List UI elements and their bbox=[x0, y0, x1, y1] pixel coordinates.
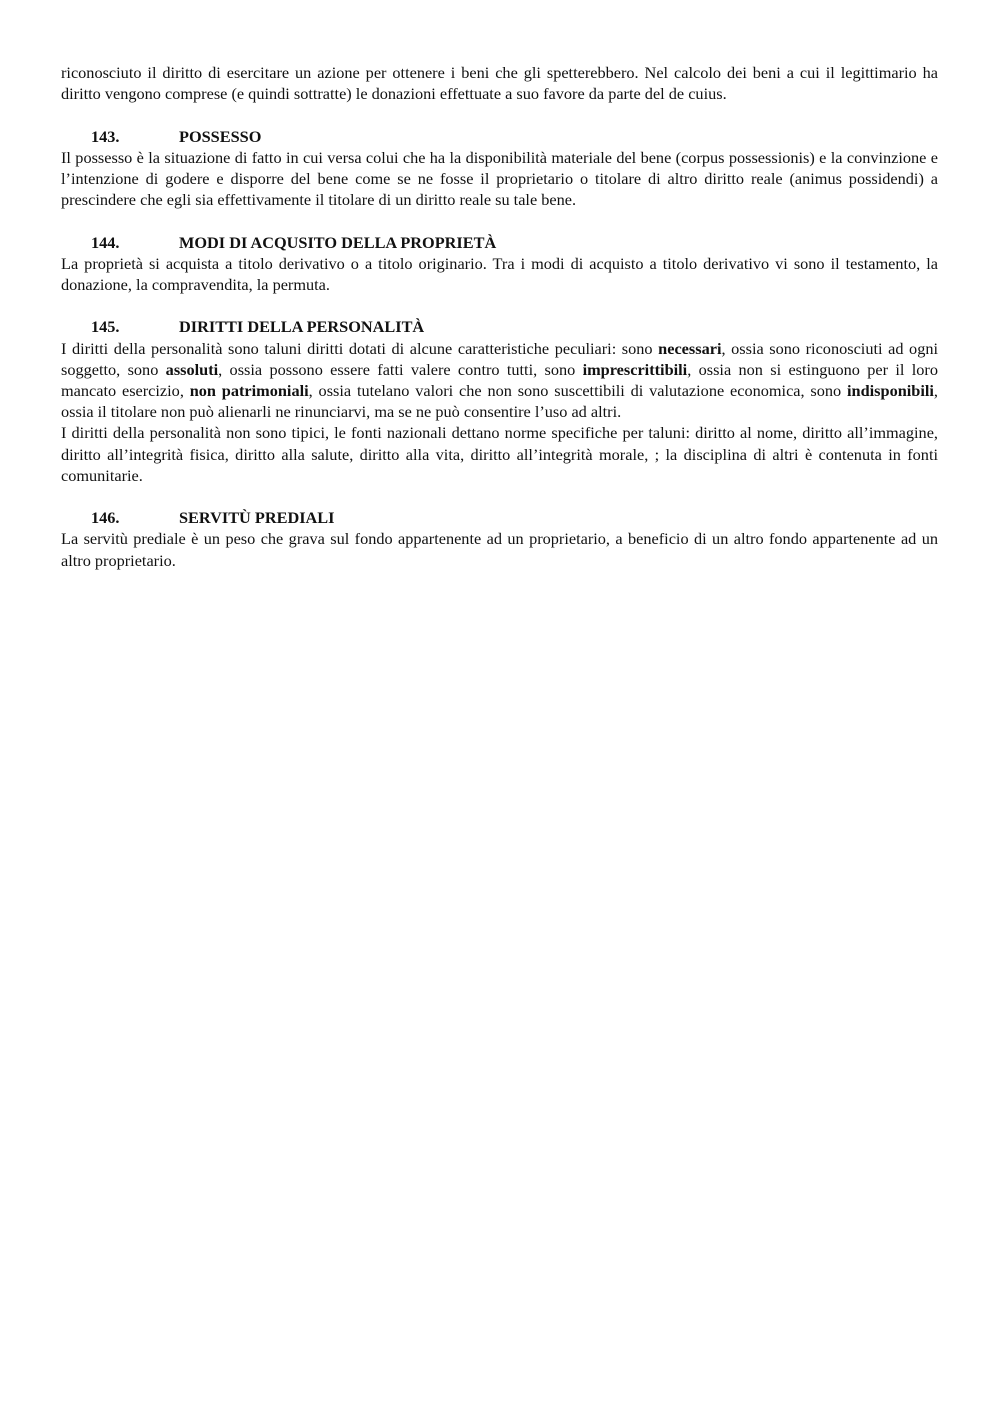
section-title: SERVITÙ PREDIALI bbox=[179, 508, 335, 528]
section-heading bbox=[61, 316, 938, 337]
bold-term: imprescrittibili bbox=[582, 359, 688, 379]
section-143 bbox=[61, 126, 938, 211]
section-146 bbox=[61, 507, 938, 571]
section-paragraph: La servitù prediale è un peso che grava sul fondo appartenente ad un proprietario, a beneficio di un altro fondo appartenente ad un altro proprietario. bbox=[61, 529, 938, 570]
section-paragraph bbox=[61, 338, 938, 423]
bold-term: necessari bbox=[658, 338, 722, 358]
section-heading bbox=[61, 507, 938, 528]
section-title: MODI DI ACQUSITO DELLA PROPRIETÀ bbox=[179, 232, 497, 252]
section-144 bbox=[61, 232, 938, 296]
section-number: 144. bbox=[91, 232, 120, 252]
section-paragraph: Il possesso è la situazione di fatto in cui versa colui che ha la disponibilità materiale del bene (corpus possessionis) e la convinzione e l’intenzione di godere e disporre del bene come se ne fosse il proprietario o titolare di altro diritto reale (animus possidendi) a prescindere che egli sia effettivamente il titolare di un diritto reale su tale bene. bbox=[61, 147, 938, 210]
section-title: POSSESSO bbox=[179, 126, 262, 146]
section-number: 143. bbox=[91, 126, 120, 146]
text-run: , ossia il titolare non può alienarli ne rinunciarvi, ma se ne può consentire l’uso ad altri. bbox=[61, 381, 938, 422]
text-run: , ossia possono essere fatti valere contro tutti, sono bbox=[218, 359, 583, 379]
text-run: , ossia sono riconosciuti ad ogni soggetto, sono bbox=[61, 338, 939, 379]
section-145 bbox=[61, 316, 938, 486]
bold-term: non patrimoniali bbox=[189, 381, 309, 400]
section-title: DIRITTI DELLA PERSONALITÀ bbox=[179, 317, 425, 337]
text-run: , ossia non si estinguono per il loro mancato esercizio, bbox=[61, 359, 938, 400]
section-heading bbox=[61, 126, 938, 147]
section-heading bbox=[61, 232, 938, 253]
section-number: 145. bbox=[91, 317, 120, 337]
bold-term: indisponibili bbox=[847, 381, 934, 400]
text-run: , ossia tutelano valori che non sono suscettibili di valutazione economica, sono bbox=[308, 381, 848, 400]
section-paragraph: I diritti della personalità non sono tipici, le fonti nazionali dettano norme specifiche per taluni: diritto al nome, diritto all’immagine, diritto all’integrità fisica, diritto alla salute, diritto alla vita, diritto all’integrità morale, ; la disciplina di altri è contenuta in fonti comunitarie. bbox=[61, 423, 938, 485]
text-run: I diritti della personalità sono taluni diritti dotati di alcune caratteristiche peculiari: sono bbox=[61, 338, 659, 358]
section-paragraph: La proprietà si acquista a titolo derivativo o a titolo originario. Tra i modi di acquisto a titolo derivativo vi sono il testamento, la donazione, la compravendita, la permuta. bbox=[61, 253, 938, 294]
section-number: 146. bbox=[91, 508, 120, 528]
bold-term: assoluti bbox=[165, 359, 219, 379]
intro-paragraph: riconosciuto il diritto di esercitare un azione per ottenere i beni che gli spetterebbero. Nel calcolo dei beni a cui il legittimario ha diritto vengono comprese (e quindi sottratte) le donazioni effettuate a suo favore da parte del de cuius. bbox=[61, 63, 938, 104]
document-page bbox=[61, 62, 938, 571]
